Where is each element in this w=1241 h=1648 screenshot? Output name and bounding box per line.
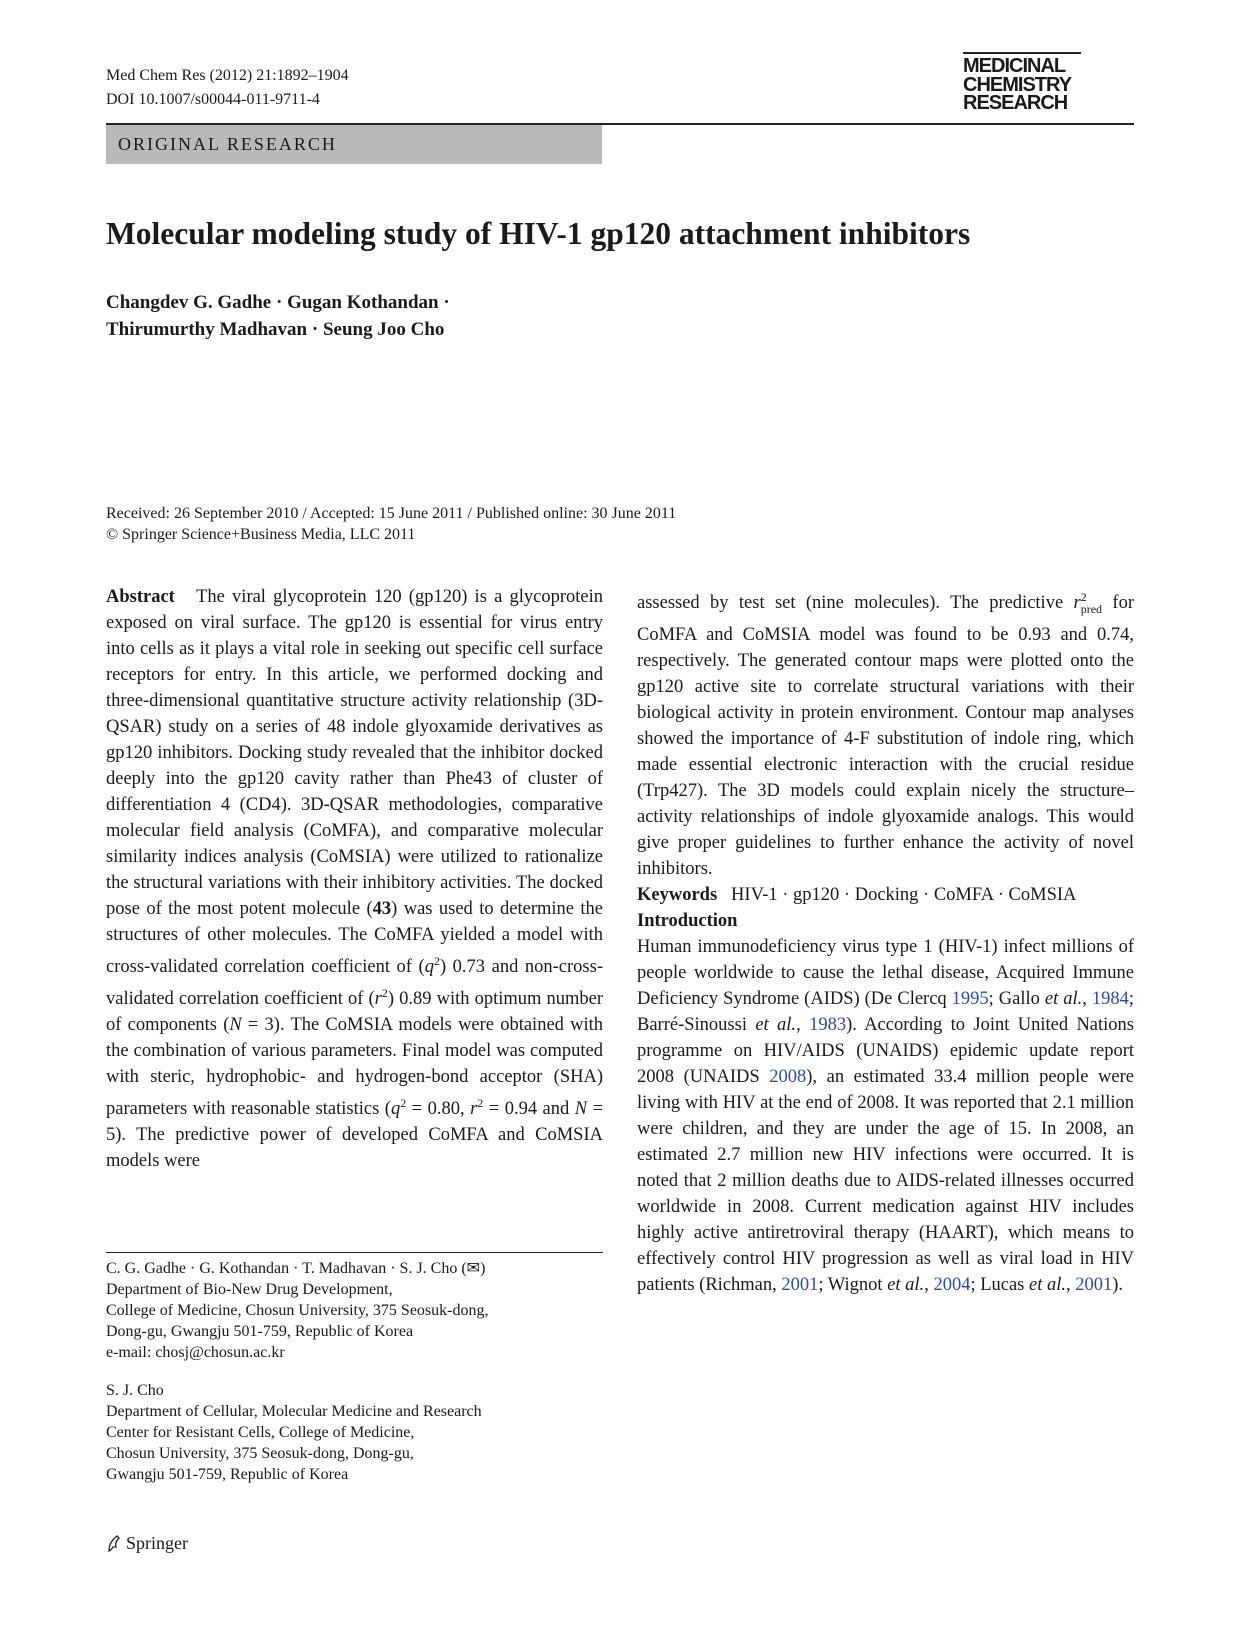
intro-text: ; Lucas	[970, 1274, 1029, 1295]
intro-text: ; Wignot	[818, 1274, 888, 1295]
doi: DOI 10.1007/s00044-011-9711-4	[106, 91, 320, 108]
abstract-text: = 0.80,	[406, 1099, 471, 1120]
affiliation-line: Department of Bio-New Drug Development,	[106, 1281, 393, 1298]
authors-line: Thirumurthy Madhavan · Seung Joo Cho	[106, 319, 445, 340]
abstract-text: ) 0.89 with optimum number of components (	[106, 989, 603, 1036]
journal-logo-line: RESEARCH	[963, 92, 1068, 114]
footnote-name: S. J. Cho	[106, 1382, 164, 1399]
right-column	[637, 584, 1134, 1298]
citation-link[interactable]: 2004	[933, 1274, 971, 1295]
email-line: e-mail: chosj@chosun.ac.kr	[106, 1344, 285, 1361]
abstract-label: Abstract	[106, 587, 175, 607]
affiliation-line: Gwangju 501-759, Republic of Korea	[106, 1466, 349, 1483]
affiliation-line: Chosun University, 375 Seosuk-dong, Dong-gu,	[106, 1445, 414, 1462]
abstract-text: The viral glycoprotein 120 (gp120) is a glycoprotein exposed on viral surface. The gp120 is essential for virus entry into cells as it plays a vital role in seeking out specific cell surface receptors for entry. In this article, we performed docking and three-dimensional quantitative structure activity relationship (3D-QSAR) study on a series of 48 indole glyoxamide derivatives as gp120 inhibitors. Docking study revealed that the inhibitor docked deeply into the gp120 cavity rather than Phe43 of cluster of differentiation 4 (CD4). 3D-QSAR methodologies, comparative molecular field analysis (CoMFA), and comparative molecular similarity indices analysis (CoMSIA) were utilized to rationalize the structural variations with their inhibitory activities. The docked pose of the most potent molecule (	[106, 587, 603, 919]
superscript: 2	[400, 1096, 407, 1111]
superscript: 2	[381, 986, 388, 1001]
section-banner: ORIGINAL RESEARCH	[106, 125, 602, 164]
symbol-q: q	[424, 957, 434, 978]
introduction-paragraph	[637, 934, 1134, 1298]
intro-text: ; Gallo	[988, 988, 1045, 1009]
abstract-paragraph	[106, 584, 603, 1174]
intro-text: ,	[796, 1014, 810, 1035]
intro-text: ,	[1066, 1274, 1076, 1295]
article-title: Molecular modeling study of HIV-1 gp120 attachment inhibitors	[106, 216, 971, 251]
et-al: et al.	[1029, 1274, 1066, 1295]
intro-text: ,	[924, 1274, 934, 1295]
abstract-text: for CoMFA and CoMSIA model was found to be 0.93 and 0.74, respectively. The generated contour maps were plotted onto the gp120 active site to correlate structural variations with their biological activity in protein environment. Contour map analyses showed the importance of 4-F substitution of indole ring, which made essential electronic interaction with the crucial residue (Trp427). The 3D models could explain nicely the structure–activity relationships of indole glyoxamide analogs. This would give proper guidelines to further enhance the activity of novel inhibitors.	[637, 593, 1134, 879]
intro-text: ,	[1082, 988, 1092, 1009]
keywords-paragraph	[637, 882, 1134, 908]
intro-text: ).	[1112, 1274, 1124, 1295]
citation-block	[106, 64, 349, 112]
journal-logo	[963, 52, 1081, 113]
symbol-r: r	[470, 1099, 478, 1120]
intro-text: ; Barré-Sinoussi	[637, 988, 1135, 1035]
footnote-authors: C. G. Gadhe · G. Kothandan · T. Madhavan · S. J. Cho (✉)	[106, 1260, 486, 1277]
keywords-label: Keywords	[637, 884, 718, 905]
superscript: 2	[433, 954, 440, 968]
abstract-text: assessed by test set (nine molecules). The predictive	[637, 593, 1064, 614]
affiliation-line: College of Medicine, Chosun University, 375 Seosuk-dong,	[106, 1302, 489, 1319]
et-al: et al.	[755, 1014, 797, 1035]
publication-dates	[106, 503, 1006, 545]
publisher-name: Springer	[126, 1533, 188, 1553]
journal-citation: Med Chem Res (2012) 21:1892–1904	[106, 67, 349, 84]
citation-link[interactable]: 1984	[1091, 988, 1129, 1009]
abstract-text: = 0.94 and	[483, 1099, 575, 1120]
et-al: et al.	[887, 1274, 925, 1295]
affiliation-line: Department of Cellular, Molecular Medicine and Research	[106, 1403, 482, 1420]
affiliation-block-1	[106, 1258, 603, 1363]
abstract-text: ) was used to determine the structures of other molecules. The CoMFA yielded a model with cross-validated correlation coefficient of (	[106, 899, 604, 978]
footnote-rule	[106, 1252, 603, 1253]
left-column	[106, 584, 603, 1174]
abstract-text: = 5). The predictive power of developed CoMFA and CoMSIA models were	[106, 1099, 604, 1172]
author-list	[106, 289, 806, 343]
symbol-r: r	[374, 989, 382, 1010]
citation-link[interactable]: 2001	[1075, 1274, 1113, 1295]
intro-text: Human immunodeficiency virus type 1 (HIV-1) infect millions of people worldwide to cause the lethal disease, Acquired Immune Deficiency Syndrome (AIDS) (De Clercq	[637, 936, 1134, 1009]
affiliation-line: Dong-gu, Gwangju 501-759, Republic of Korea	[106, 1323, 414, 1340]
copyright-line: © Springer Science+Business Media, LLC 2011	[106, 526, 416, 543]
citation-link[interactable]: 1983	[809, 1014, 847, 1035]
section-heading-introduction: Introduction	[637, 910, 738, 931]
citation-link[interactable]: 2001	[781, 1274, 819, 1295]
superscript: 2	[477, 1096, 484, 1111]
intro-text: ). According to Joint United Nations programme on HIV/AIDS (UNAIDS) epidemic update report 2008 (UNAIDS	[637, 1014, 1134, 1087]
molecule-number: 43	[372, 899, 392, 919]
abstract-text: ) 0.73 and non-cross-validated correlation coefficient of (	[106, 957, 603, 1010]
symbol-n: N	[229, 1015, 242, 1036]
symbol-q: q	[390, 1099, 401, 1120]
symbol-r: r	[1073, 593, 1081, 614]
citation-link[interactable]: 2008	[769, 1066, 807, 1087]
affiliation-line: Center for Resistant Cells, College of Medicine,	[106, 1424, 415, 1441]
dates-line: Received: 26 September 2010 / Accepted: 15 June 2011 / Published online: 30 June 2011	[106, 505, 677, 522]
springer-horse-icon	[106, 1534, 122, 1552]
abstract-text: = 3). The CoMSIA models were obtained with the combination of various parameters. Final model was computed with steric, hydrophobic- and hydrogen-bond acceptor (SHA) parameters with reasonable statistics (	[106, 1015, 603, 1120]
et-al: et al.	[1044, 988, 1083, 1009]
journal-logo-line: MEDICINAL	[963, 55, 1066, 77]
superscript: 2	[1080, 590, 1087, 604]
symbol-n: N	[574, 1099, 588, 1120]
subscript-pred: pred	[1080, 601, 1103, 616]
authors-line: Changdev G. Gadhe · Gugan Kothandan ·	[106, 292, 450, 313]
citation-link[interactable]: 1995	[951, 988, 989, 1009]
abstract-continued	[637, 584, 1134, 882]
intro-text: ), an estimated 33.4 million people were living with HIV at the end of 2008. It was reported that 2.1 million were children, and they are under the age of 15. In 2008, an estimated 2.7 million new HIV infections were occurred. It is noted that 2 million deaths due to AIDS-related illnesses occurred worldwide in 2008. Current medication against HIV includes highly active antiretroviral therapy (HAART), which means to effectively control HIV progression as well as viral load in HIV patients (Richman,	[637, 1066, 1134, 1295]
journal-logo-line: CHEMISTRY	[963, 73, 1072, 96]
keywords-list: HIV-1 · gp120 · Docking · CoMFA · CoMSIA	[731, 884, 1077, 905]
publisher-footer	[106, 1531, 188, 1555]
affiliation-block-2	[106, 1380, 603, 1485]
